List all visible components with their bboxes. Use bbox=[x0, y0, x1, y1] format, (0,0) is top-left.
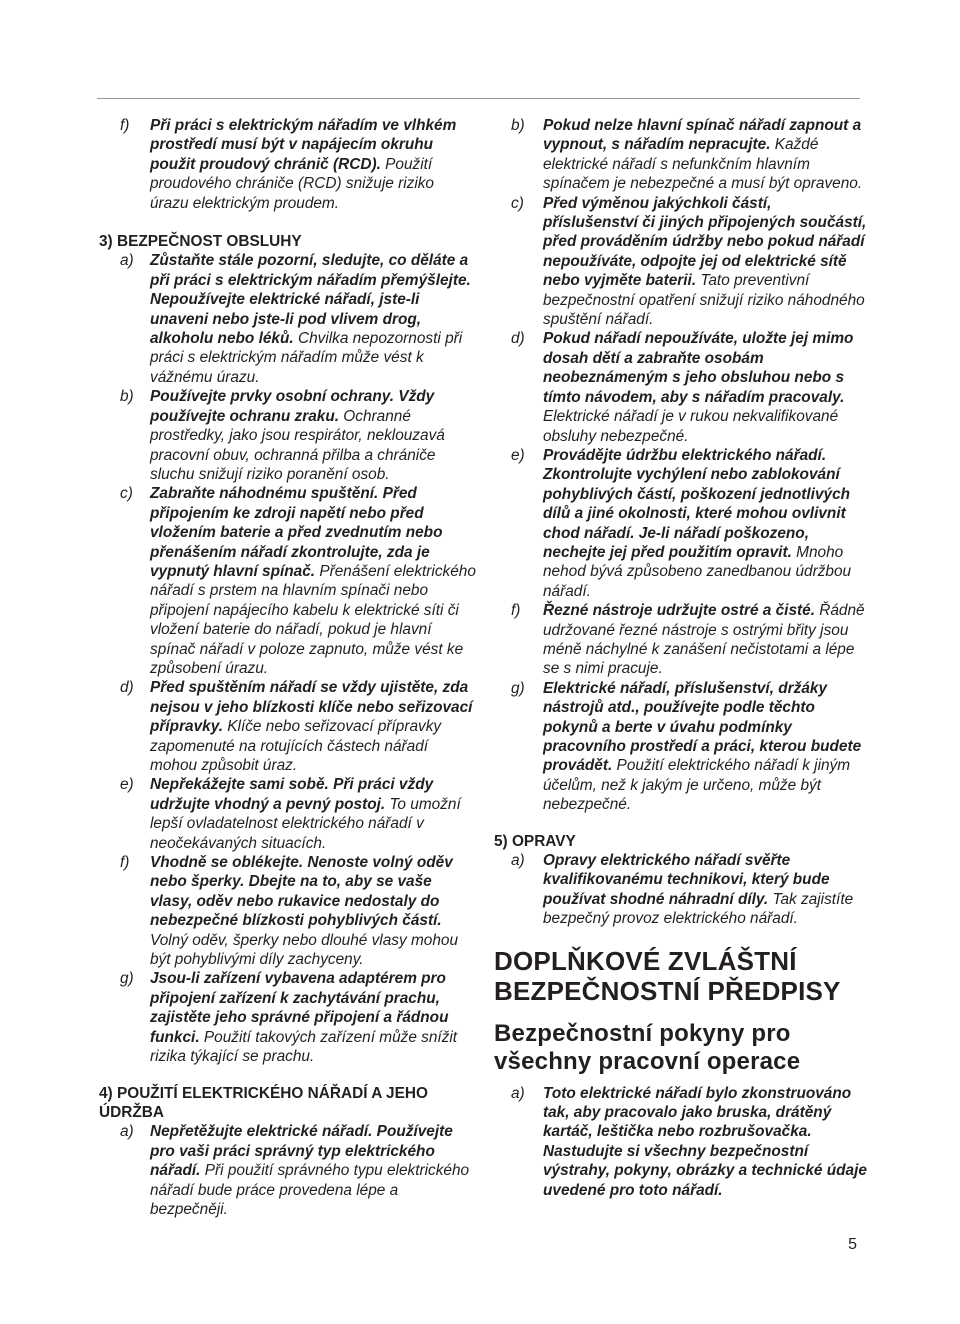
list-item bbox=[92, 1122, 476, 1219]
section-heading: 5) OPRAVY bbox=[494, 832, 576, 850]
item-bold-text: Elektrické nářadí, příslušenství, držáky nástrojů atd., používejte podle těchto pokynů a berte v úvahu podmínky pracovního prostředí a práci, kterou budete provádět. bbox=[543, 679, 862, 775]
item-bold-text: Používejte prvky osobní ochrany. Vždy používejte ochranu zraku. bbox=[150, 388, 435, 425]
list-item bbox=[92, 116, 476, 213]
list-item bbox=[494, 1084, 869, 1200]
item-marker: b) bbox=[120, 388, 134, 406]
item-marker: g) bbox=[511, 679, 525, 697]
item-marker: b) bbox=[511, 117, 525, 134]
list-item bbox=[92, 387, 476, 484]
item-bold-text: Před výměnou jakýchkoli částí, příslušenství či jiných připojených součástí, před prováděním údržby nebo pokud nářadí nepoužíváte, odpojte jej od elektrické sítě nebo vyjměte baterii. bbox=[543, 194, 867, 290]
item-bold-text: Zabraňte náhodnému spuštění. Před připojením ke zdroji napětí nebo před vložením baterie a před zvednutím nebo přenášením nářadí zkontrolujte, zda je vypnutý hlavní spínač. bbox=[150, 485, 443, 580]
page-number: 5 bbox=[848, 1236, 857, 1253]
instruction-block bbox=[494, 1084, 869, 1200]
item-bold-text: Zůstaňte stále pozorní, sledujte, co děláte a při práci s elektrickým nářadím přemýšlejte. Nepoužívejte elektrické nářadí, jste-li unaveni nebo jste-li pod vlivem drog, alkoholu nebo léků. bbox=[150, 252, 471, 348]
item-text: Chvilka nepozornosti při práci s elektrickým nářadím může vést k vážnému úrazu. bbox=[150, 330, 463, 386]
list-item bbox=[494, 851, 869, 929]
item-text: Tak zajistíte bezpečný provoz elektrického nářadí. bbox=[543, 890, 854, 928]
item-bold-text: Opravy elektrického nářadí svěřte kvalifikovanému technikovi, který bude používat shodné náhradní díly. bbox=[543, 852, 830, 908]
item-marker: a) bbox=[511, 852, 525, 870]
item-text: Při použití správného typu elektrického nářadí bude práce provedena lépe a bezpečněji. bbox=[150, 1162, 470, 1218]
item-text: Tato preventivní bezpečnostní opatření snižují riziko náhodného spuštění nářadí. bbox=[543, 272, 865, 329]
list-item bbox=[494, 446, 869, 601]
item-text: Ochranné prostředky, jako jsou respirátor, neklouzavá pracovní obuv, ochranná přilba a chrániče sluchu snižují riziko poranění osob. bbox=[150, 407, 445, 483]
item-marker: g) bbox=[120, 970, 134, 988]
list-item bbox=[494, 194, 869, 330]
header-rule bbox=[97, 98, 860, 99]
item-marker: c) bbox=[511, 194, 524, 212]
item-marker: a) bbox=[511, 1084, 525, 1102]
item-text: Mnoho nehod bývá způsobeno zanedbanou údržbou nářadí. bbox=[543, 543, 852, 600]
list-item bbox=[92, 775, 476, 853]
item-marker: e) bbox=[120, 776, 134, 794]
list-item bbox=[494, 116, 869, 194]
page-heading: DOPLŇKOVÉ ZVLÁŠTNÍ BEZPEČNOSTNÍ PŘEDPISY bbox=[494, 945, 841, 1006]
item-bold-text: Při práci s elektrickým nářadím ve vlhkém prostředí musí být v napájecím okruhu použit proudový chránič (RCD). bbox=[150, 117, 457, 173]
item-bold-text: Jsou-li zařízení vybavena adaptérem pro připojení zařízení k zachytávání prachu, zajistěte jeho správné připojení a řádnou funkci. bbox=[150, 970, 449, 1046]
item-text: To umožní lepší ovladatelnost elektrického nářadí v neočekávaných situacích. bbox=[150, 795, 461, 852]
item-text: Klíče nebo seřizovací přípravky zapomenuté na rotujících částech nářadí mohou způsobit úraz. bbox=[150, 718, 442, 774]
item-marker: f) bbox=[511, 602, 521, 620]
item-bold-text: Pokud nelze hlavní spínač nářadí zapnout a vypnout, s nářadím nepracujte. bbox=[543, 117, 862, 154]
item-bold-text: Provádějte údržbu elektrického nářadí. Zkontrolujte vychýlení nebo zablokování pohyblivých částí, poškození jednotlivých dílů a jiné okolnosti, které mohou ovlivnit chod nářadí. Je-li nářadí poškozeno, nechejte jej před použitím opravit. bbox=[543, 446, 851, 561]
item-text: Použití takových zařízení může snížit rizika týkající se prachu. bbox=[150, 1028, 458, 1066]
item-text: Použití elektrického nářadí k jiným účelům, než k jakým je určeno, může být nebezpečné. bbox=[543, 757, 851, 814]
item-bold-text: Nepřetěžujte elektrické nářadí. Používejte pro vaši práci správný typ elektrického nářadí. bbox=[150, 1123, 453, 1180]
right-column bbox=[494, 116, 869, 1200]
item-bold-text: Nepřekážejte sami sobě. Při práci vždy udržujte vhodný a pevný postoj. bbox=[150, 776, 434, 813]
item-marker: a) bbox=[120, 252, 134, 270]
item-marker: f) bbox=[120, 117, 130, 134]
item-marker: c) bbox=[120, 485, 133, 503]
section-heading: 3) BEZPEČNOST OBSLUHY bbox=[99, 233, 302, 251]
item-text: Řádně udržované řezné nástroje s ostrými břity jsou méně náchylné k zanášení nečistotami a lépe se s nimi pracuje. bbox=[543, 602, 865, 678]
list-item bbox=[92, 853, 476, 969]
item-bold-text: Řezné nástroje udržujte ostré a čisté. bbox=[543, 602, 815, 620]
item-marker: d) bbox=[120, 679, 134, 697]
item-marker: a) bbox=[120, 1123, 134, 1141]
item-text: Elektrické nářadí je v rukou nekvalifikované obsluhy nebezpečné. bbox=[543, 408, 839, 445]
item-text: Použití proudového chrániče (RCD) snižuje riziko úrazu elektrickým proudem. bbox=[150, 155, 434, 212]
item-marker: d) bbox=[511, 330, 525, 348]
item-marker: e) bbox=[511, 446, 525, 464]
item-bold-text: Vhodně se oblékejte. Nenoste volný oděv nebo šperky. Dbejte na to, aby se vaše vlasy, oděv nebo rukavice nedostaly do nebezpečné blízkosti pohyblivých částí. bbox=[150, 854, 453, 930]
list-item bbox=[92, 484, 476, 678]
item-bold-text: Toto elektrické nářadí bylo zkonstruováno tak, aby pracovalo jako bruska, drátěný kartáč, leštička nebo rozbrušovačka. Nastudujte si všechny bezpečnostní výstrahy, pokyny, obrázky a technické údaje uvedené pro toto nářadí. bbox=[543, 1084, 867, 1199]
list-item bbox=[92, 969, 476, 1066]
item-text: Přenášení elektrického nářadí s prstem na hlavním spínači nebo připojení napájecího kabelu k elektrické síti či vložení baterie do nářadí, pokud je hlavní spínač nářadí v poloze zapnuto, může vést ke způsobení úrazu. bbox=[150, 562, 476, 677]
item-marker: f) bbox=[120, 854, 130, 872]
subheading: Bezpečnostní pokyny pro všechny pracovní operace bbox=[494, 1019, 801, 1075]
item-bold-text: Před spuštěním nářadí se vždy ujistěte, zda nejsou v jeho blízkosti klíče nebo seřizovací přípravky. bbox=[150, 679, 473, 736]
list-item bbox=[494, 329, 869, 445]
section-heading: 4) POUŽITÍ ELEKTRICKÉHO NÁŘADÍ A JEHO ÚDRŽBA bbox=[99, 1084, 428, 1121]
list-item bbox=[494, 601, 869, 679]
list-item bbox=[494, 679, 869, 815]
item-text: Každé elektrické nářadí s nefunkčním hlavním spínačem je nebezpečné a musí být opraveno. bbox=[543, 136, 863, 193]
left-column bbox=[92, 116, 476, 1219]
item-text: Volný oděv, šperky nebo dlouhé vlasy mohou být pohyblivými díly zachyceny. bbox=[150, 931, 458, 969]
list-item bbox=[92, 678, 476, 775]
item-bold-text: Pokud nářadí nepoužíváte, uložte jej mimo dosah dětí a zabraňte osobám neobeznámeným s jeho obsluhou nebo s tímto návodem, aby s nářadím pracovaly. bbox=[543, 330, 854, 406]
list-item bbox=[92, 251, 476, 387]
